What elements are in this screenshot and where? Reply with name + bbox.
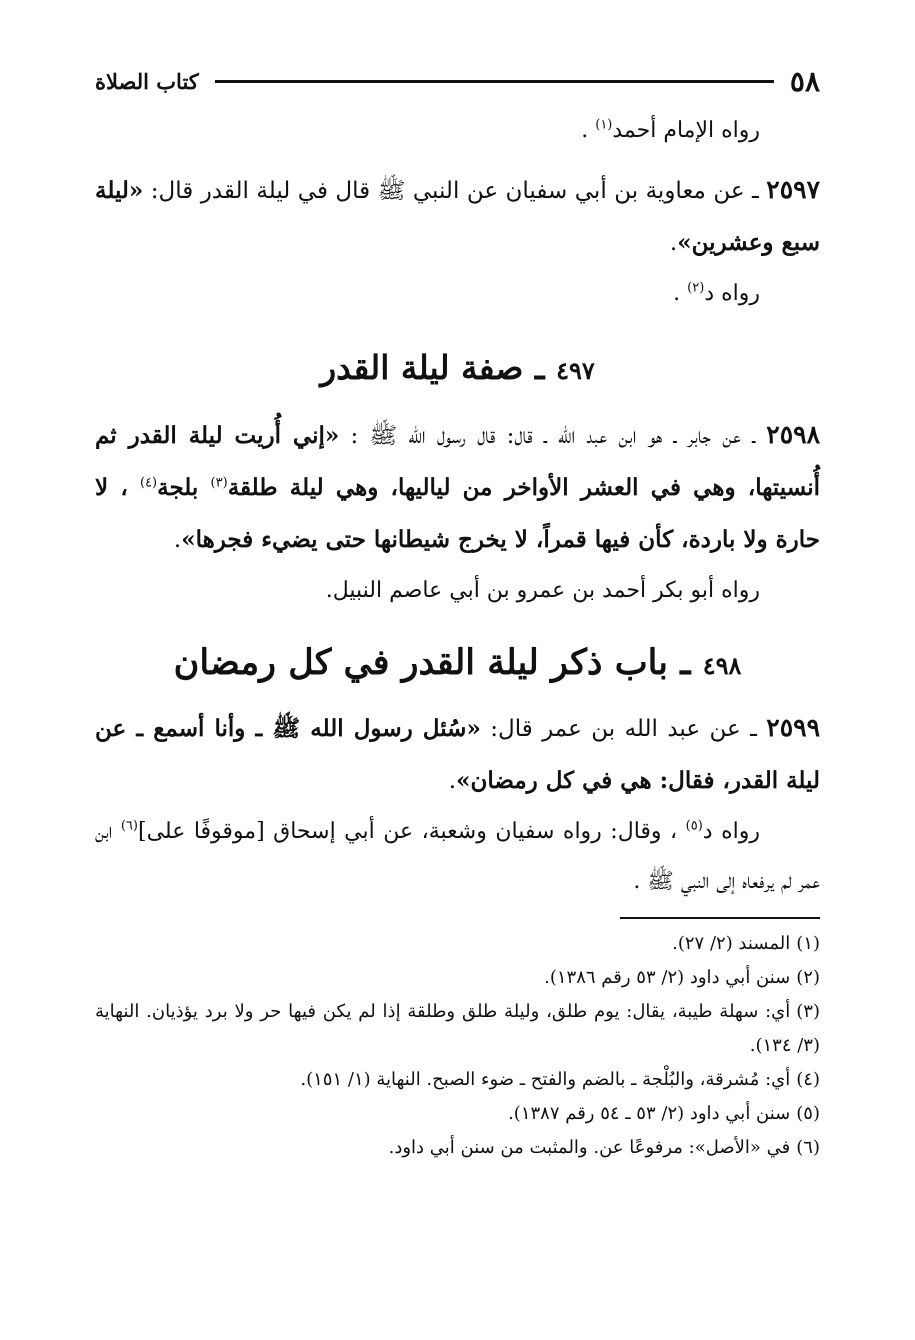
footnote-number: (٥): [796, 1103, 820, 1124]
footnote-text: في «الأصل»: مرفوعًا عن. والمثبت من سنن أبي داود.: [388, 1137, 791, 1158]
narration-text: رواه د: [702, 819, 760, 844]
footnote-text: المسند (٢/ ٢٧).: [672, 933, 791, 954]
chapter-title: ـ باب ذكر ليلة القدر في كل رمضان: [173, 642, 703, 683]
book-title: كتاب الصلاة: [95, 68, 199, 94]
hadith-text: ـ عن عبد الله بن عمر قال:: [480, 716, 767, 742]
chapter-heading-498: [95, 624, 820, 702]
hadith-quote: بلجة: [157, 474, 211, 501]
footnote: [95, 1063, 820, 1097]
footnote: [95, 927, 820, 961]
hadith-number: ٢٥٩٨: [766, 420, 820, 449]
footnote-ref: (٣): [210, 475, 228, 491]
narration-note: [95, 106, 820, 156]
footnote-text: أي: مُشرقة، والبُلْجة ـ بالضم والفتح ـ ضوء الصبح. النهاية (١/ ١٥١).: [300, 1069, 791, 1090]
footnote: [95, 961, 820, 995]
footnote-text: سنن أبي داود (٢/ ٥٣ رقم ١٣٨٦).: [544, 967, 791, 988]
hadith-end: .: [669, 230, 678, 256]
narration-note: [95, 566, 820, 616]
footnote-number: (٢): [796, 967, 820, 988]
chapter-number: ٤٩٨: [702, 651, 742, 680]
footnote-rule: [620, 917, 820, 919]
footnote-number: (٤): [796, 1069, 820, 1090]
footnote: [95, 1131, 820, 1165]
footnote-text: سنن أبي داود (٢/ ٥٣ ـ ٥٤ رقم ١٣٨٧).: [508, 1103, 791, 1124]
hadith-2599: [95, 702, 820, 807]
footnote-ref: (٤): [139, 475, 158, 491]
hadith-text: ـ عن جابر ـ هو ابن عبد الله ـ قال: قال رسول الله ﷺ :: [339, 423, 767, 449]
footnote-ref: (٥): [685, 818, 703, 834]
page-number: ٥٨: [789, 64, 820, 98]
narration-text: ، وقال: رواه سفيان وشعبة، عن أبي إسحاق [موقوفًا على]: [137, 819, 686, 844]
hadith-2598: [95, 409, 820, 566]
footnote-number: (٦): [796, 1137, 820, 1158]
narration-text: رواه أبو بكر أحمد بن عمرو بن أبي عاصم النبيل.: [325, 578, 760, 603]
hadith-number: ٢٥٩٧: [766, 175, 820, 204]
hadith-number: ٢٥٩٩: [766, 713, 821, 742]
hadith-end: .: [448, 768, 457, 794]
footnote-ref: (٦): [120, 818, 138, 834]
narration-end: .: [581, 118, 596, 143]
footnote-ref: (٢): [687, 280, 705, 296]
hadith-end: .: [173, 527, 182, 553]
hadith-quote: «إني أُريت ليلة القدر ثم أُنسيتها، وهي في العشر الأواخر من لياليها، وهي ليلة طلقة: [95, 422, 820, 501]
hadith-quote: «ليلة سبع وعشرين»: [95, 177, 820, 256]
footnote-ref: (١): [595, 117, 613, 133]
header-rule: [215, 80, 774, 83]
page-header: [95, 62, 820, 100]
narration-2599: [95, 807, 820, 907]
narration-text: رواه د: [704, 281, 760, 306]
footnote-text: أي: سهلة طيبة، يقال: يوم طلق، وليلة طلق وطلقة إذا لم يكن فيها حر ولا برد يؤذيان. النهاية (٣/ ١٣٤).: [95, 1001, 820, 1056]
narration-end: .: [673, 281, 688, 306]
narration-text: رواه الإمام أحمد: [612, 118, 760, 143]
hadith-quote: ، لا حارة ولا باردة، كأن فيها قمراً، لا يخرج شيطانها حتى يضيء فجرها»: [95, 474, 820, 553]
chapter-title: ـ صفة ليلة القدر: [320, 348, 557, 387]
narration-note: [95, 269, 820, 319]
footnote-number: (٣): [796, 1001, 820, 1022]
footnotes: [95, 927, 820, 1165]
chapter-heading-497: [95, 327, 820, 409]
footnote: [95, 995, 820, 1063]
chapter-number: ٤٩٧: [556, 356, 595, 385]
footnote: [95, 1097, 820, 1131]
narration-text: ابن عمر لم يرفعاه إلى النبي ﷺ .: [95, 819, 820, 894]
hadith-text: ـ عن معاوية بن أبي سفيان عن النبي ﷺ قال في ليلة القدر قال:: [143, 178, 767, 204]
hadith-2597: [95, 164, 820, 269]
footnote-number: (١): [796, 933, 820, 954]
hadith-quote: «سُئل رسول الله ﷺ ـ وأنا أسمع ـ عن ليلة القدر، فقال: هي في كل رمضان»: [95, 715, 820, 794]
